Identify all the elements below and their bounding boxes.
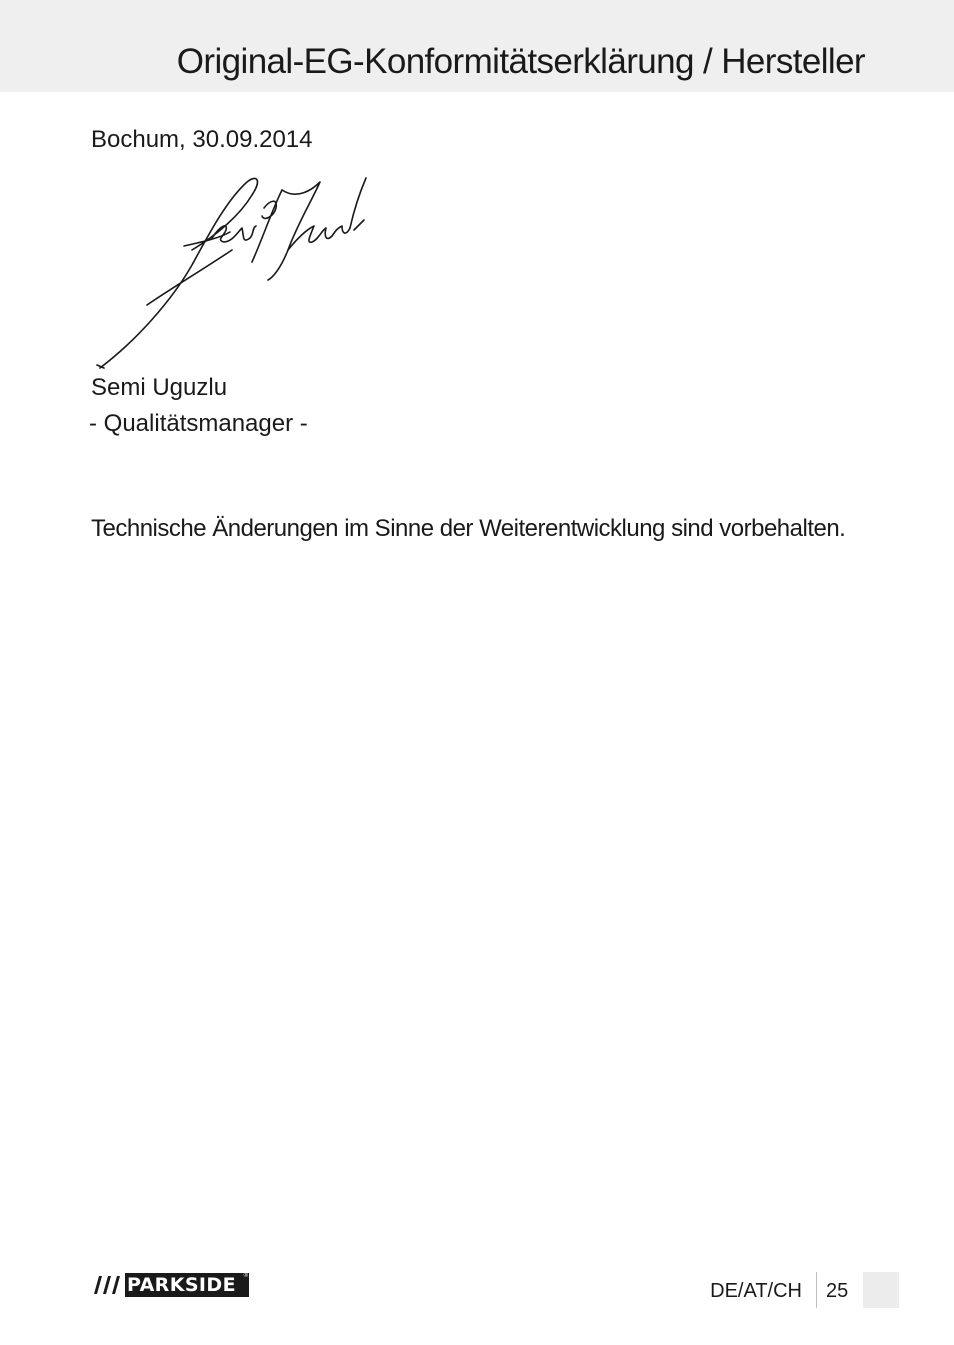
signer-role: - Qualitätsmanager - [89, 410, 308, 437]
page-tab [863, 1272, 899, 1308]
place-date: Bochum, 30.09.2014 [91, 126, 313, 153]
brand-name: PARKSIDE [127, 1274, 236, 1296]
page-title: Original-EG-Konformitätserklärung / Hersteller [176, 42, 865, 81]
footer-divider [816, 1272, 817, 1308]
registered-mark: ® [243, 1273, 248, 1279]
logo-stripes-icon [91, 1273, 125, 1297]
signature-icon [92, 170, 382, 375]
footer-languages: DE/AT/CH [710, 1280, 802, 1302]
brand-logo [91, 1273, 249, 1297]
signer-name: Semi Uguzlu [91, 374, 228, 401]
page-number: 25 [826, 1280, 849, 1302]
technical-changes-notice: Technische Änderungen im Sinne der Weiterentwicklung sind vorbehalten. [91, 515, 846, 542]
